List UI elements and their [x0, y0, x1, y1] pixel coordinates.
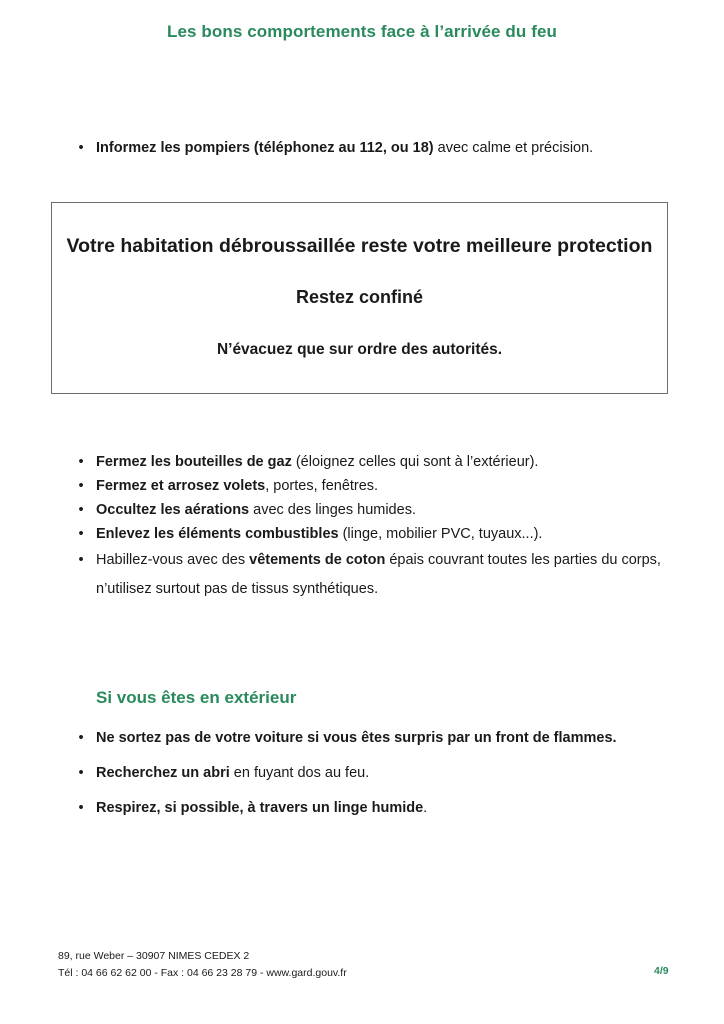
evacuation-statement: N’évacuez que sur ordre des autorités.: [216, 341, 503, 358]
bullet-icon: •: [78, 730, 84, 746]
bullet-icon: •: [78, 765, 84, 781]
bullet-icon: •: [78, 800, 84, 816]
stay-confined-statement: Restez confiné: [295, 287, 424, 307]
list-item-text: avec des linges humides.: [249, 502, 416, 518]
home-safety-list: [76, 450, 686, 604]
list-item-bold: Informez les pompiers (téléphonez au 112, ou 18): [96, 140, 434, 156]
list-item-bold: Fermez les bouteilles de gaz: [96, 454, 292, 470]
list-item: [76, 522, 686, 546]
page-title: Les bons comportements face à l’arrivée du feu: [166, 22, 558, 41]
list-item-text: épais couvrant toutes les parties du corps, n’utilisez surtout pas de tissus synthétiques.: [96, 552, 661, 597]
page-number: 4/9: [654, 965, 669, 977]
list-item-bold: Enlevez les éléments combustibles: [96, 526, 339, 542]
footer-address-line: 89, rue Weber – 30907 NIMES CEDEX 2: [58, 950, 250, 962]
list-item-text: .: [423, 800, 428, 816]
list-item-text: , portes, fenêtres.: [265, 478, 379, 494]
list-item-text: (éloignez celles qui sont à l’extérieur).: [291, 454, 539, 470]
list-item-text: avec calme et précision.: [433, 140, 594, 156]
list-item: [76, 726, 686, 750]
list-item-bold: Occultez les aérations: [96, 502, 250, 518]
list-item: [76, 796, 686, 820]
list-item-text: Habillez-vous avec des: [96, 552, 250, 568]
list-item: [76, 498, 686, 522]
bullet-icon: •: [78, 478, 84, 494]
list-item: [76, 136, 686, 160]
list-item: [76, 474, 686, 498]
bullet-icon: •: [78, 140, 84, 156]
protection-statement: Votre habitation débroussaillée reste votre meilleure protection: [66, 235, 653, 257]
list-item-bold: Respirez, si possible, à travers un linge humide: [96, 800, 424, 816]
footer-address: [58, 948, 347, 982]
list-item-bold: vêtements de coton: [249, 552, 386, 568]
bullet-icon: •: [78, 552, 84, 568]
list-item: [76, 450, 686, 474]
bullet-icon: •: [78, 502, 84, 518]
alert-firefighters-list: [76, 136, 686, 160]
list-item-bold: Ne sortez pas de votre voiture si vous êtes surpris par un front de flammes.: [96, 730, 617, 746]
footer-contact-line: Tél : 04 66 62 62 00 - Fax : 04 66 23 28 79 - www.gard.gouv.fr: [58, 967, 347, 979]
bullet-icon: •: [78, 454, 84, 470]
list-item-text: en fuyant dos au feu.: [229, 765, 370, 781]
list-item-text: (linge, mobilier PVC, tuyaux...).: [338, 526, 543, 542]
outside-safety-list: [76, 726, 686, 831]
list-item: [76, 761, 686, 785]
bullet-icon: •: [78, 526, 84, 542]
list-item-bold: Recherchez un abri: [96, 765, 230, 781]
list-item-bold: Fermez et arrosez volets: [96, 478, 266, 494]
protection-notice-box: [51, 202, 668, 394]
outside-section-heading: Si vous êtes en extérieur: [96, 688, 297, 707]
list-item: [76, 546, 686, 604]
